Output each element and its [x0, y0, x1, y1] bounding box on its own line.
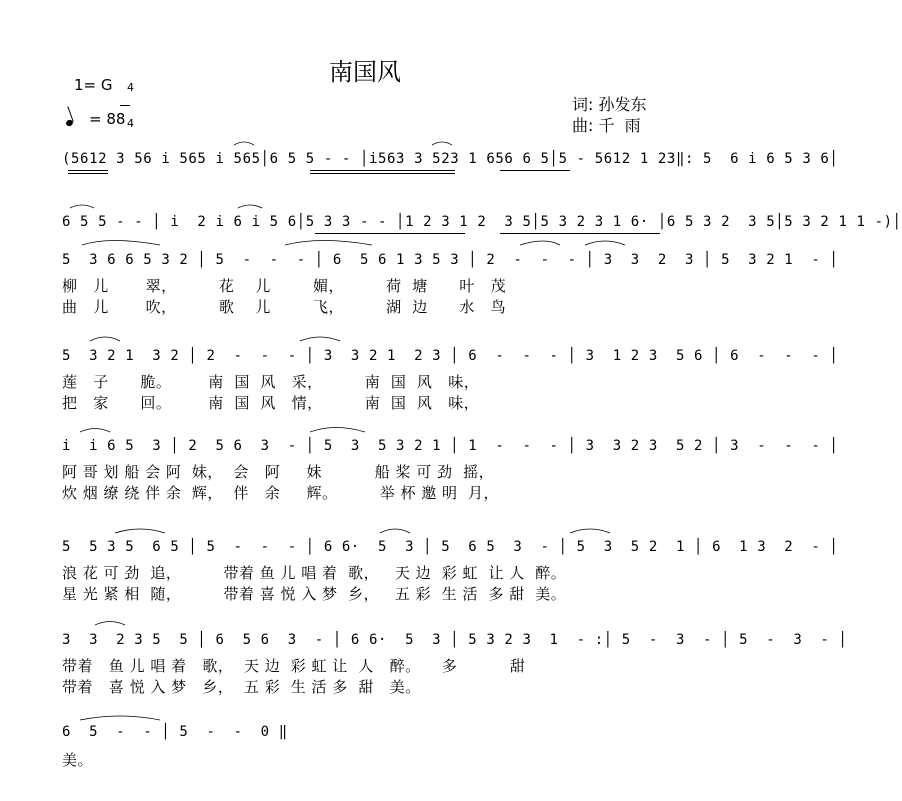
intro-line-1: (5612 3 56 i 565 i 565│6 5 5 - - │i563 3 523 1 656 6 5│5 - 5612 1 23‖: 5 6 i 6 5 3 6│	[62, 151, 839, 167]
system-4-lyric-verse-1: 浪 花 可 劲 追， 带着 鱼 儿 唱 着 歌， 天 边 彩 虹 让 人 醉。	[62, 564, 567, 582]
system-2-lyric-verse-2: 把 家 回。 南 国 风 情， 南 国 风 味，	[62, 394, 480, 412]
system-3-lyric-verse-2: 炊 烟 缭 绕 伴 余 辉， 伴 余 辉。 举 杯 邀 明 月，	[62, 484, 500, 502]
system-4-lyric-verse-2: 星 光 紧 相 随， 带着 喜 悦 入 梦 乡， 五 彩 生 活 多 甜 美。	[62, 585, 567, 603]
composer-credit: 曲: 千 雨	[572, 116, 641, 135]
time-signature-bottom: 4	[127, 117, 134, 130]
system-6-notes: 6 5 - - │ 5 - - 0 ‖	[62, 724, 288, 740]
key-signature: 1= G	[74, 76, 113, 94]
system-5-lyric-verse-2: 带着 喜 悦 入 梦 乡， 五 彩 生 活 多 甜 美。	[62, 678, 421, 696]
system-1-notes: 5 3 6 6 5 3 2 │ 5 - - - │ 6 5 6 1 3 5 3 │ 2 - - - │ 3 3 2 3 │ 5 3 2 1 - │	[62, 252, 839, 268]
system-5-notes: 3 3 2 3 5 5 │ 6 5 6 3 - │ 6 6· 5 3 │ 5 3 2 3 1 - :│ 5 - 3 - │ 5 - 3 - │	[62, 632, 848, 648]
intro-line-2: 6 5 5 - - │ i 2 i 6 i 5 6│5 3 3 - - │1 2 3 1 2 3 5│5 3 2 3 1 6· │6 5 3 2 3 5│5 3 2 1 1 -)│	[62, 214, 902, 230]
system-1-lyric-verse-1: 柳 儿 翠， 花 儿 媚， 荷 塘 叶 茂	[62, 277, 507, 295]
system-5-lyric-verse-1: 带着 鱼 儿 唱 着 歌， 天 边 彩 虹 让 人 醉。 多 甜	[62, 657, 526, 675]
system-1-lyric-verse-2: 曲 儿 吹， 歌 儿 飞， 湖 边 水 鸟	[62, 298, 507, 316]
system-6-lyric-verse-1: 美。	[62, 751, 94, 769]
song-title: 南国风	[329, 58, 401, 86]
time-signature-top: 4	[127, 81, 134, 94]
system-3-notes: i i 6 5 3 │ 2 5 6 3 - │ 5 3 5 3 2 1 │ 1 - - - │ 3 3 2 3 5 2 │ 3 - - - │	[62, 438, 839, 454]
system-3-lyric-verse-1: 阿 哥 划 船 会 阿 妹， 会 阿 妹 船 桨 可 劲 摇，	[62, 463, 495, 481]
system-2-notes: 5 3 2 1 3 2 │ 2 - - - │ 3 3 2 1 2 3 │ 6 - - - │ 3 1 2 3 5 6 │ 6 - - - │	[62, 348, 839, 364]
system-4-notes: 5 5 3 5 6 5 │ 5 - - - │ 6 6· 5 3 │ 5 6 5 3 - │ 5 3 5 2 1 │ 6 1 3 2 - │	[62, 539, 839, 555]
system-2-lyric-verse-1: 莲 子 脆。 南 国 风 采， 南 国 风 味，	[62, 373, 480, 391]
tempo-value: = 88	[89, 110, 126, 128]
lyricist-credit: 词: 孙发东	[572, 95, 647, 114]
